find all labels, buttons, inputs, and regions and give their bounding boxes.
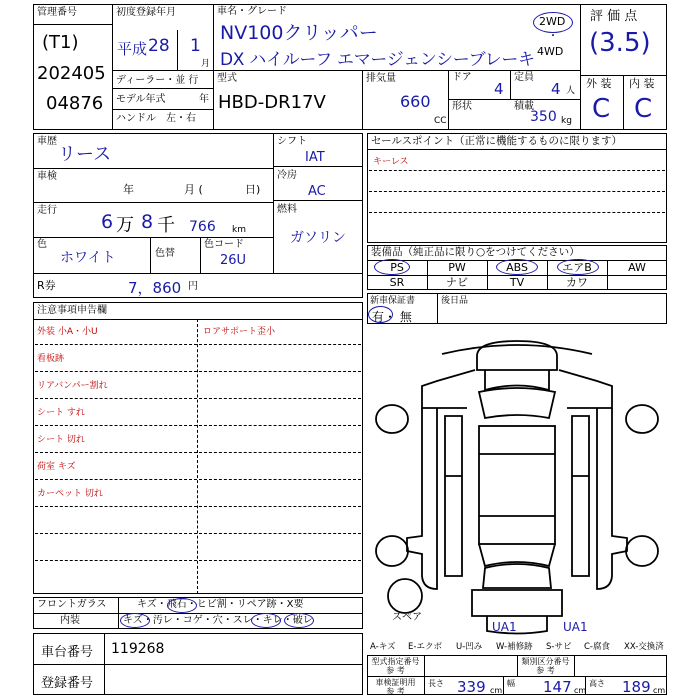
year-unit: 年 bbox=[199, 94, 209, 105]
yen-unit: 円 bbox=[188, 281, 198, 292]
front-glass-label: フロントガラス bbox=[37, 599, 107, 610]
mgmt-label: 管理番号 bbox=[37, 7, 77, 18]
equip-abs: ABS bbox=[506, 261, 528, 274]
drive-2wd: 2WD bbox=[539, 15, 566, 28]
person-unit: 人 bbox=[566, 86, 576, 96]
r-value: 7，860 bbox=[128, 279, 182, 297]
sen-unit: 千 bbox=[157, 215, 175, 236]
equip-airbag: エアB bbox=[562, 261, 592, 274]
grade: DX ハイルーフ エマージェンシーブレーキ bbox=[220, 50, 535, 70]
model-year-label: モデル年式 bbox=[116, 94, 166, 105]
capacity: 4 bbox=[551, 80, 561, 98]
equip-tv: TV bbox=[509, 276, 525, 289]
note-left-5: シート 切れ bbox=[37, 435, 85, 445]
first-reg-year: 28 bbox=[148, 36, 170, 56]
era: 平成 bbox=[117, 40, 148, 58]
sales-point-1: キーレス bbox=[373, 157, 409, 167]
width-value: 147 bbox=[543, 678, 572, 696]
equip-leather: カワ bbox=[566, 276, 588, 289]
score-label: 評 価 点 bbox=[590, 9, 638, 24]
history-label: 車歴 bbox=[37, 136, 57, 147]
front-glass-items: キズ・飛石・ヒビ割・リペア跡・X要 bbox=[137, 599, 304, 610]
note-left-7: カーペット 切れ bbox=[37, 489, 103, 499]
note-left-4: シート すれ bbox=[37, 408, 85, 418]
reg-label: 登録番号 bbox=[41, 676, 94, 691]
legend-xx: XX-交換済 bbox=[624, 642, 664, 652]
mileage-label: 走行 bbox=[37, 205, 57, 216]
fuel-label: 燃料 bbox=[277, 204, 297, 215]
equip-aw: AW bbox=[628, 261, 646, 274]
rub-circle bbox=[251, 613, 281, 628]
interior-condition-label: 内装 bbox=[60, 615, 80, 626]
r-label: R券 bbox=[37, 279, 56, 292]
drive-dot: ・ bbox=[548, 31, 558, 42]
length-label: 長さ bbox=[428, 679, 444, 688]
equip-navi: ナビ bbox=[446, 276, 468, 289]
name-label: 車名・グレード bbox=[217, 6, 287, 17]
scratch-circle bbox=[120, 613, 150, 628]
equip-pw: PW bbox=[448, 261, 466, 274]
ac-label: 冷房 bbox=[277, 170, 297, 181]
legend-u: U-凹み bbox=[456, 642, 483, 652]
cc-unit: CC bbox=[434, 116, 447, 126]
mgmt-code: (T1) bbox=[42, 32, 79, 53]
displacement: 660 bbox=[400, 92, 431, 111]
color-value: ホワイト bbox=[60, 250, 116, 266]
car-diagram bbox=[367, 326, 667, 641]
equip-sr: SR bbox=[389, 276, 405, 289]
handle-label: ハンドル 左・右 bbox=[116, 113, 196, 124]
note-left-1: 外装 小A・小U bbox=[37, 327, 98, 337]
drive-4wd: 4WD bbox=[537, 45, 564, 58]
notes-title: 注意事項申告欄 bbox=[37, 305, 107, 316]
km-unit: km bbox=[232, 225, 246, 235]
warranty-value: 有・ 無 bbox=[372, 310, 412, 324]
equipment-title: 装備品（純正品に限り○をつけてください） bbox=[371, 246, 580, 258]
class-no-sub: 参 考 bbox=[536, 666, 555, 675]
height-label: 高さ bbox=[589, 679, 605, 688]
model-label: 型式 bbox=[217, 73, 237, 84]
height-unit: cm bbox=[653, 686, 666, 695]
warranty-circle bbox=[368, 306, 393, 323]
equip-abs-circle bbox=[496, 259, 538, 275]
exterior-label: 外 装 bbox=[586, 77, 612, 90]
width-unit: cm bbox=[574, 686, 587, 695]
equip-ps: PS bbox=[390, 261, 404, 274]
damage-mark-2: UA1 bbox=[563, 620, 588, 634]
doors: 4 bbox=[494, 80, 504, 98]
note-left-2: 看板跡 bbox=[37, 354, 65, 364]
capacity-label: 定員 bbox=[514, 72, 534, 83]
later-label: 後日品 bbox=[441, 296, 469, 306]
inspection-day: 日) bbox=[245, 183, 261, 196]
first-reg-label: 初度登録年月 bbox=[116, 7, 176, 18]
inspection-year: 年 bbox=[123, 183, 134, 196]
damage-mark-1: UA1 bbox=[492, 620, 517, 634]
notes-panel bbox=[33, 302, 363, 594]
class-no-label: 類別区分番号 bbox=[521, 657, 570, 666]
length-unit: cm bbox=[490, 686, 503, 695]
note-left-3: リアバンパー割れ bbox=[37, 381, 108, 391]
interior-condition-items: キズ・汚レ・コゲ・穴・スレ・キレ・破レ bbox=[123, 615, 313, 626]
diagram-legend bbox=[370, 640, 670, 652]
width-label: 幅 bbox=[507, 679, 515, 688]
load: 350 bbox=[530, 109, 557, 125]
mgmt-line1: 202405 bbox=[37, 63, 106, 84]
dealer-label: ディーラー・並 行 bbox=[116, 75, 199, 86]
repaint-label: 色替 bbox=[155, 248, 175, 259]
score: (3.5) bbox=[589, 28, 651, 58]
displacement-label: 排気量 bbox=[366, 73, 396, 84]
shift-label: シフト bbox=[277, 136, 307, 147]
mileage-man: 6 bbox=[101, 211, 114, 233]
body-label: 形状 bbox=[452, 101, 472, 112]
legend-w: W-補修跡 bbox=[496, 642, 533, 652]
cut-circle bbox=[284, 613, 314, 628]
interior-grade: C bbox=[634, 94, 653, 124]
legend-c: C-腐食 bbox=[584, 642, 611, 652]
type-no-label: 型式指定番号 bbox=[371, 657, 420, 666]
color-code: 26U bbox=[220, 253, 247, 268]
model-code: HBD-DR17V bbox=[218, 92, 326, 113]
sales-title: セールスポイント（正常に機能するものに限ります） bbox=[371, 135, 623, 147]
height-value: 189 bbox=[622, 678, 651, 696]
cert-sub: 参 考 bbox=[386, 687, 405, 696]
equip-ps-circle bbox=[374, 259, 410, 275]
chassis-value: 119268 bbox=[111, 641, 165, 657]
chassis-label: 車台番号 bbox=[41, 645, 94, 660]
interior-label: 内 装 bbox=[629, 77, 655, 90]
note-right-1: ロアサポート歪小 bbox=[203, 327, 276, 337]
man-unit: 万 bbox=[116, 215, 134, 236]
ac-value: AC bbox=[308, 184, 326, 199]
equip-airbag-circle bbox=[557, 259, 599, 275]
length-value: 339 bbox=[457, 678, 486, 696]
inspection-label: 車検 bbox=[37, 171, 57, 182]
exterior-grade: C bbox=[592, 94, 611, 124]
history-value: リース bbox=[58, 144, 112, 165]
shift-value: IAT bbox=[305, 150, 325, 165]
cert-label: 車検証明用 bbox=[375, 678, 416, 687]
mgmt-line2: 04876 bbox=[46, 93, 104, 114]
legend-e: E-エクボ bbox=[408, 642, 442, 652]
mileage-rest: 766 bbox=[189, 219, 216, 235]
chip-circle bbox=[167, 598, 197, 613]
mileage-sen: 8 bbox=[141, 211, 154, 233]
color-label: 色 bbox=[37, 239, 47, 250]
fuel-value: ガソリン bbox=[290, 230, 346, 246]
doors-label: ドア bbox=[452, 72, 472, 83]
note-left-6: 荷室 キズ bbox=[37, 462, 76, 472]
type-no-sub: 参 考 bbox=[386, 666, 405, 675]
month-unit: 月 bbox=[201, 59, 211, 69]
car-name: NV100クリッパー bbox=[220, 22, 378, 44]
legend-a: A-キズ bbox=[370, 642, 396, 652]
color-code-label: 色コード bbox=[204, 239, 244, 250]
spare-label: スペア bbox=[392, 612, 422, 623]
warranty-label: 新車保証書 bbox=[370, 296, 416, 306]
load-label: 積載 bbox=[514, 101, 534, 112]
legend-s: S-サビ bbox=[546, 642, 572, 652]
inspection-month: 月 ( bbox=[184, 183, 203, 196]
kg-unit: kg bbox=[561, 116, 572, 126]
first-reg-month: 1 bbox=[190, 36, 201, 56]
